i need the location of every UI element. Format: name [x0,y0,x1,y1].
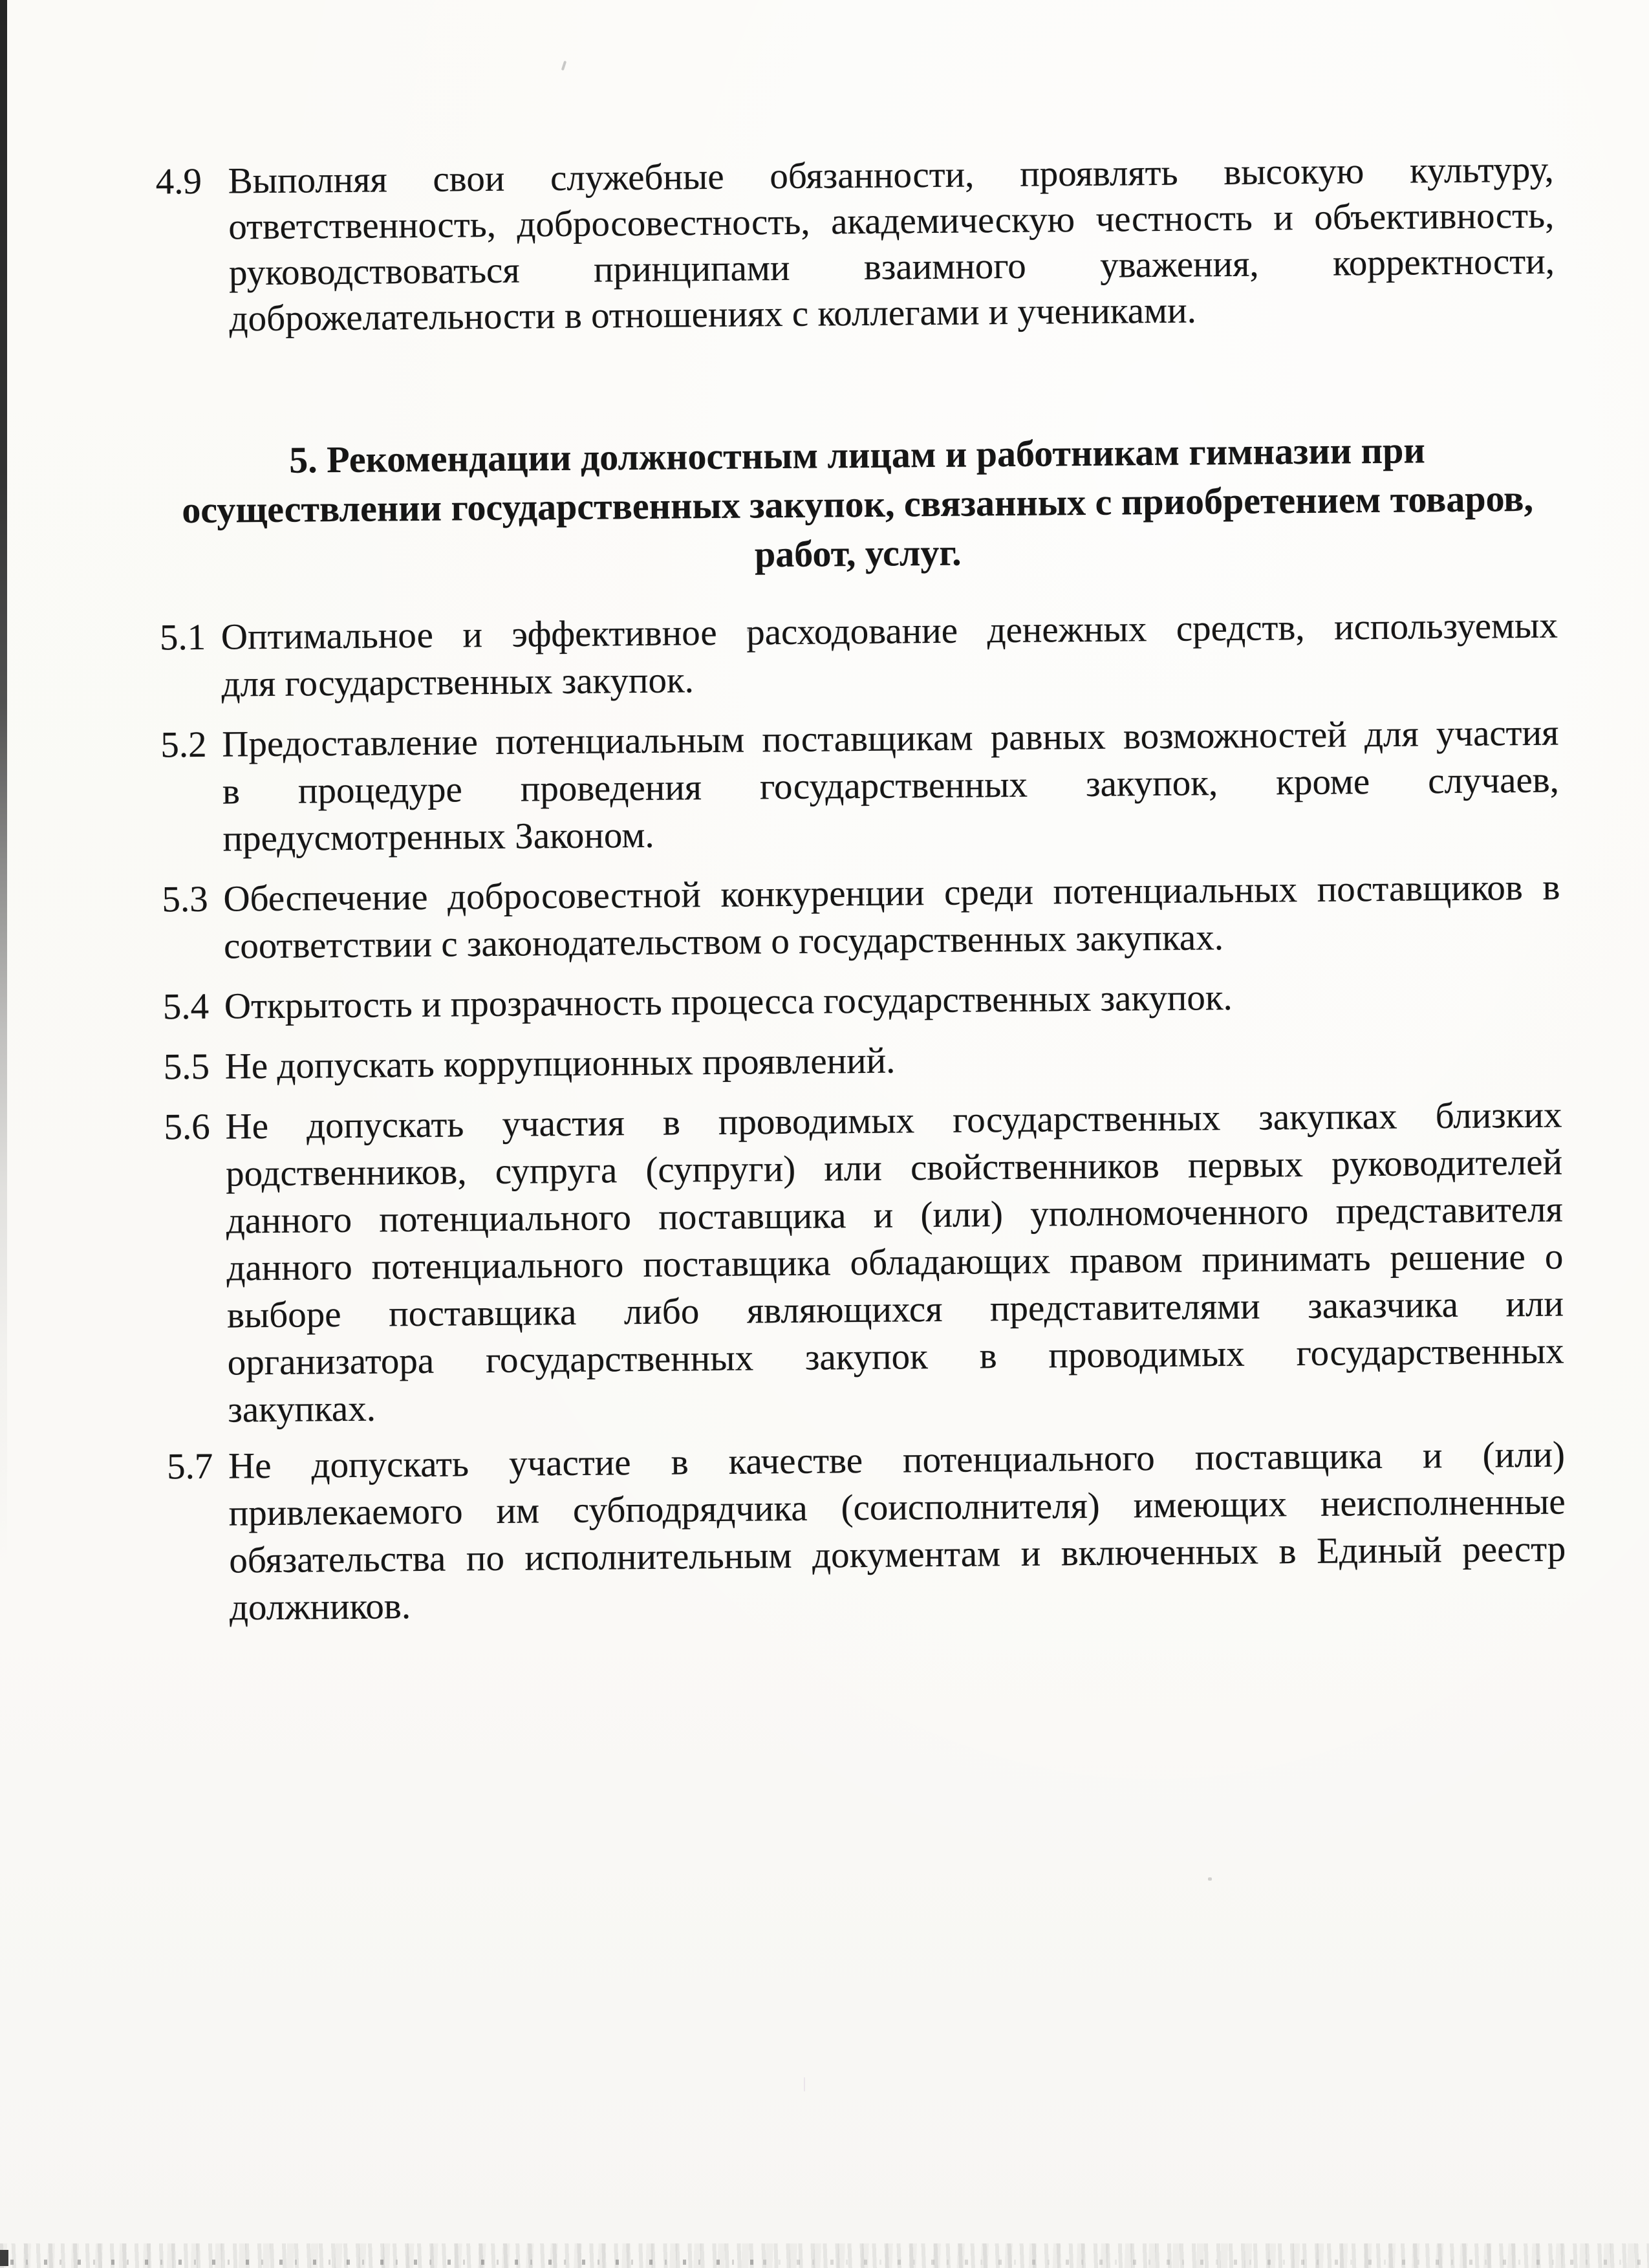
text-line: Открытость и прозрачность процесса государственных закупок. [224,977,1233,1027]
text-line: соответствии с законодательством о государственных закупках. [223,917,1224,967]
paper-speck [804,2077,805,2091]
text-line: Оптимальное и эффективное расходование денежных средств, используемых [221,605,1558,658]
paper-speck [747,629,751,632]
paragraph-number: 4.9 [155,160,202,202]
text-line: родственников, супруга (супруги) или свойственников первых руководителей [225,1141,1563,1194]
text-line: Обеспечение добросовестной конкуренции среди потенциальных поставщиков в [223,867,1560,920]
section-heading [158,425,1557,585]
heading-line: осуществлении государственных закупок, связанных с приобретением товаров, [182,477,1534,532]
text-line: в процедуре проведения государственных закупок, кроме случаев, [222,759,1560,812]
text-line: Не допускать участия в проводимых государственных закупках близких [225,1094,1562,1147]
paragraph-5-1 [160,602,1558,709]
paragraph-5-7 [167,1431,1566,1632]
paragraph-5-4 [163,971,1562,1031]
text-line: Не допускать участие в качестве потенциального поставщика и (или) [228,1434,1566,1487]
heading-line: 5. Рекомендации должностным лицам и работникам гимназии при [288,429,1426,481]
text-line: организатора государственных закупок в проводимых государственных [227,1330,1564,1383]
text-line: доброжелательности в отношениях с коллегами и учениками. [229,290,1197,340]
text-line: выборе поставщика либо являющихся представителями заказчика или [226,1283,1564,1336]
document-content [155,147,1566,1632]
paragraph-5-3 [162,864,1560,971]
paragraph-4-9 [155,147,1555,343]
heading-line: работ, услуг. [754,531,962,576]
text-line: Предоставление потенциальным поставщикам равных возможностей для участия [222,712,1559,765]
paragraph-number: 5.7 [166,1445,213,1487]
scan-corner-artifact [0,2250,8,2266]
text-line: должников. [229,1586,411,1628]
text-line: данного потенциального поставщика обладающих правом принимать решение о [226,1236,1564,1289]
text-line: Не допускать коррупционных проявлений. [224,1040,896,1087]
paragraph-number: 5.6 [164,1106,211,1148]
paragraph-number: 5.1 [159,616,206,658]
paragraph-5-6 [164,1092,1564,1434]
scan-edge-artifact-left [0,0,7,1565]
paragraph-number: 5.3 [162,878,208,920]
text-line: руководствоваться принципами взаимного уважения, корректности, [228,241,1555,294]
paper-speck [1208,1877,1212,1881]
text-line: ответственность, добросовестность, академическую честность и объективность, [228,195,1555,248]
paragraph-number: 5.5 [163,1046,210,1088]
text-line: данного потенциального поставщика и (или) уполномоченного представителя [226,1189,1563,1242]
paragraph-5-5 [163,1031,1562,1091]
text-line: обязательства по исполнительным документам и включенных в Единый реестр [229,1528,1566,1581]
paper-speck [561,61,566,71]
text-line: предусмотренных Законом. [222,814,654,859]
paragraph-5-2 [160,709,1560,863]
paragraph-number: 5.2 [160,724,207,766]
scan-dash-artifacts-bottom-left [10,2260,754,2265]
scan-dash-artifacts-bottom-right [763,2260,1643,2265]
text-line: закупках. [228,1388,376,1431]
text-line: для государственных закупок. [221,660,695,705]
text-line: Выполняя свои служебные обязанности, проявлять высокую культуру, [228,149,1554,202]
text-line: привлекаемого им субподрядчика (соисполнителя) имеющих неисполненные [228,1481,1566,1534]
paragraph-number: 5.4 [162,986,210,1028]
